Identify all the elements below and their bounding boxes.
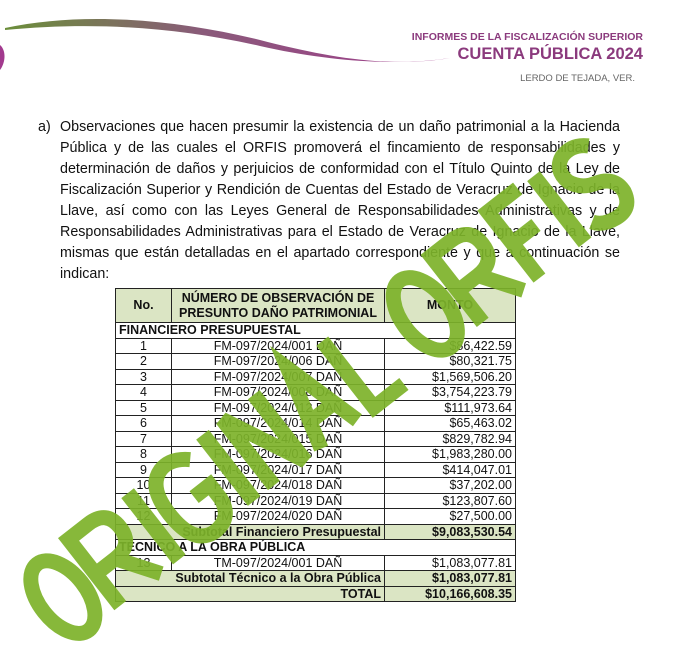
amount: $86,422.59 bbox=[385, 338, 516, 354]
table-row bbox=[116, 462, 516, 478]
section-title: TÉCNICO A LA OBRA PÚBLICA bbox=[116, 540, 516, 556]
amount: $1,083,077.81 bbox=[385, 555, 516, 571]
row-number: 12 bbox=[116, 509, 172, 525]
total-row bbox=[116, 586, 516, 602]
table-row bbox=[116, 509, 516, 525]
row-number: 6 bbox=[116, 416, 172, 432]
row-number: 9 bbox=[116, 462, 172, 478]
subtotal-row bbox=[116, 571, 516, 587]
observation-id: FM-097/2024/019 DAÑ bbox=[172, 493, 385, 509]
observation-id: FM-097/2024/006 DAÑ bbox=[172, 354, 385, 370]
row-number: 10 bbox=[116, 478, 172, 494]
observation-id: FM-097/2024/018 DAÑ bbox=[172, 478, 385, 494]
observation-id: FM-097/2024/020 DAÑ bbox=[172, 509, 385, 525]
paragraph-text: Observaciones que hacen presumir la existencia de un daño patrimonial a la Hacienda Pública y de las cuales el ORFIS promoverá el fincamiento de responsabilidades y determinación de daños y perjuicios de conformidad con el Título Quinto de la Ley de Fiscalización Superior y Rendición de Cuentas del Estado de Veracruz de Ignacio de la Llave, así como con las Leyes General de Responsabilidades Administrativas y de Responsabilidades Administrativas para el Estado de Veracruz de Ignacio de la Llave, mismas que están detalladas en el apartado correspondiente y que a continuación se indican: bbox=[60, 119, 620, 282]
observation-id: FM-097/2024/008 DAÑ bbox=[172, 385, 385, 401]
observation-id: FM-097/2024/014 DAÑ bbox=[172, 416, 385, 432]
table-row bbox=[116, 369, 516, 385]
table-header-row bbox=[116, 289, 516, 323]
row-number: 2 bbox=[116, 354, 172, 370]
municipality: LERDO DE TEJADA, VER. bbox=[520, 73, 635, 84]
observation-id: FM-097/2024/007 DAÑ bbox=[172, 369, 385, 385]
amount: $3,754,223.79 bbox=[385, 385, 516, 401]
row-number: 11 bbox=[116, 493, 172, 509]
row-number: 3 bbox=[116, 369, 172, 385]
table-row bbox=[116, 431, 516, 447]
amount: $80,321.75 bbox=[385, 354, 516, 370]
observation-id: FM-097/2024/016 DAÑ bbox=[172, 447, 385, 463]
row-number: 5 bbox=[116, 400, 172, 416]
table-row bbox=[116, 447, 516, 463]
header-amount: MONTO bbox=[385, 289, 516, 323]
total-label: TOTAL bbox=[116, 586, 385, 602]
table-row bbox=[116, 478, 516, 494]
section-row bbox=[116, 323, 516, 339]
row-number: 1 bbox=[116, 338, 172, 354]
subtotal-value: $9,083,530.54 bbox=[385, 524, 516, 540]
table-row bbox=[116, 493, 516, 509]
observation-id: FM-097/2024/015 DAÑ bbox=[172, 431, 385, 447]
amount: $65,463.02 bbox=[385, 416, 516, 432]
observation-id: FM-097/2024/012 DAÑ bbox=[172, 400, 385, 416]
subtotal-row bbox=[116, 524, 516, 540]
observation-id: FM-097/2024/001 DAÑ bbox=[172, 338, 385, 354]
subtotal-label: Subtotal Técnico a la Obra Pública bbox=[116, 571, 385, 587]
observations-table bbox=[115, 288, 516, 602]
table-row bbox=[116, 354, 516, 370]
intro-paragraph bbox=[38, 117, 620, 285]
amount: $414,047.01 bbox=[385, 462, 516, 478]
amount: $111,973.64 bbox=[385, 400, 516, 416]
header-observation: NÚMERO DE OBSERVACIÓN DE PRESUNTO DAÑO PATRIMONIAL bbox=[172, 289, 385, 323]
header-no: No. bbox=[116, 289, 172, 323]
amount: $1,983,280.00 bbox=[385, 447, 516, 463]
table-row bbox=[116, 338, 516, 354]
paragraph-label: a) bbox=[38, 119, 51, 135]
amount: $37,202.00 bbox=[385, 478, 516, 494]
table-row bbox=[116, 416, 516, 432]
observation-id: FM-097/2024/017 DAÑ bbox=[172, 462, 385, 478]
row-number: 8 bbox=[116, 447, 172, 463]
section-row bbox=[116, 540, 516, 556]
amount: $829,782.94 bbox=[385, 431, 516, 447]
row-number: 13 bbox=[116, 555, 172, 571]
table-row bbox=[116, 555, 516, 571]
observation-id: TM-097/2024/001 DAÑ bbox=[172, 555, 385, 571]
amount: $1,569,506.20 bbox=[385, 369, 516, 385]
amount: $27,500.00 bbox=[385, 509, 516, 525]
report-series-title: INFORMES DE LA FISCALIZACIÓN SUPERIOR bbox=[411, 31, 643, 43]
subtotal-value: $1,083,077.81 bbox=[385, 571, 516, 587]
table-row bbox=[116, 385, 516, 401]
section-title: FINANCIERO PRESUPUESTAL bbox=[116, 323, 516, 339]
row-number: 7 bbox=[116, 431, 172, 447]
total-value: $10,166,608.35 bbox=[385, 586, 516, 602]
row-number: 4 bbox=[116, 385, 172, 401]
subtotal-label: Subtotal Financiero Presupuestal bbox=[116, 524, 385, 540]
report-title: CUENTA PÚBLICA 2024 bbox=[457, 45, 643, 63]
table-row bbox=[116, 400, 516, 416]
amount: $123,807.60 bbox=[385, 493, 516, 509]
